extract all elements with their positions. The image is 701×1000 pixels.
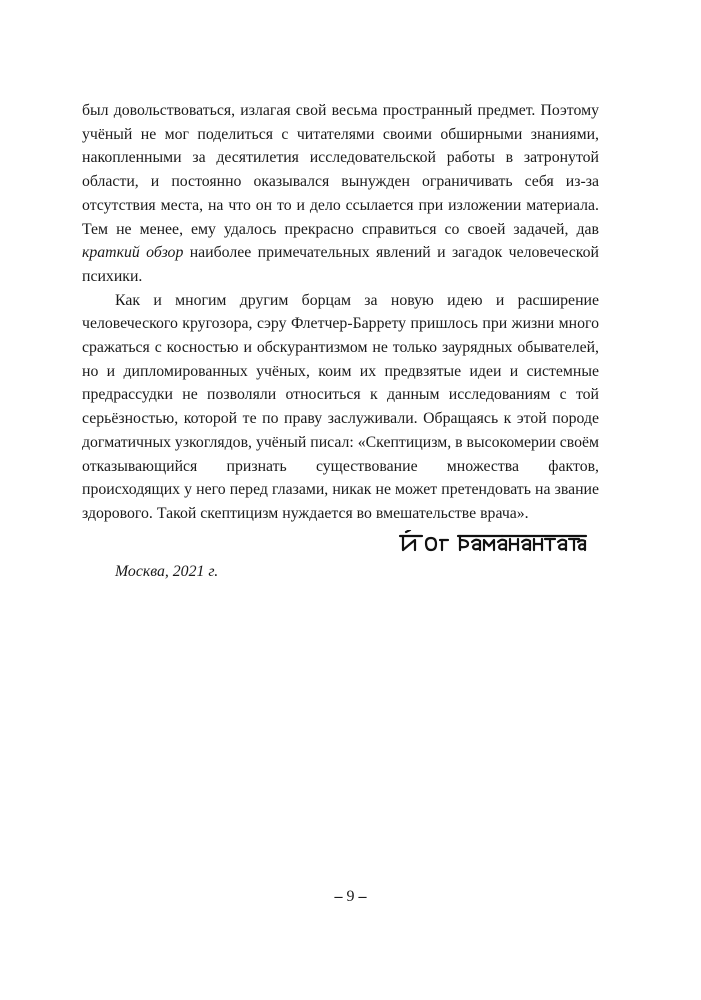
page-number-dash-right: – [358, 888, 367, 905]
place-and-date: Москва, 2021 г. [115, 563, 219, 580]
page-number-value: 9 [346, 888, 355, 905]
author-signature [398, 530, 588, 554]
paragraph-1-emphasis: краткий обзор [82, 244, 184, 262]
page-number-dash-left: – [334, 888, 343, 905]
paragraph-2: Как и многим другим борцам за новую идею и расширение человеческого кругозора, сэру Флетчер-Баррету пришлось при жизни много сражаться с косностью и обскурантизмом не только заурядных обывателей, но и дипломированных учёных, коим их предвзятые идеи и системные предрассудки не позволяли относиться к данным исследованиям с той серьёзностью, которой те по праву заслуживали. Обращаясь к этой породе догматичных узкоглядов, учёный писал: «Скептицизм, в высокомерии своём отказывающийся признать существование множества фактов, происходящих у него перед глазами, никак не может претендовать на звание здорового. Такой скептицизм нуждается во вмешательстве врача». [82, 291, 599, 522]
paragraph-1-text-before: был довольствоваться, излагая свой весьма пространный предмет. Поэтому учёный не мог поделиться с читателями своими обширными знаниями, накопленными за десятилетия исследовательской работы в затронутой области, и постоянно оказывался вынужден ограничивать себя из-за отсутствия места, на что он то и дело ссылается при изложении материала. Тем не менее, ему удалось прекрасно справиться со своей задачей, дав [82, 102, 599, 238]
main-text [82, 99, 599, 526]
signature-lettering [398, 530, 588, 554]
paragraph-1 [82, 99, 599, 289]
page-number [0, 888, 701, 906]
paragraph-1-text-after: наиболее примечательных явлений и загадок человеческой психики. [82, 244, 599, 285]
